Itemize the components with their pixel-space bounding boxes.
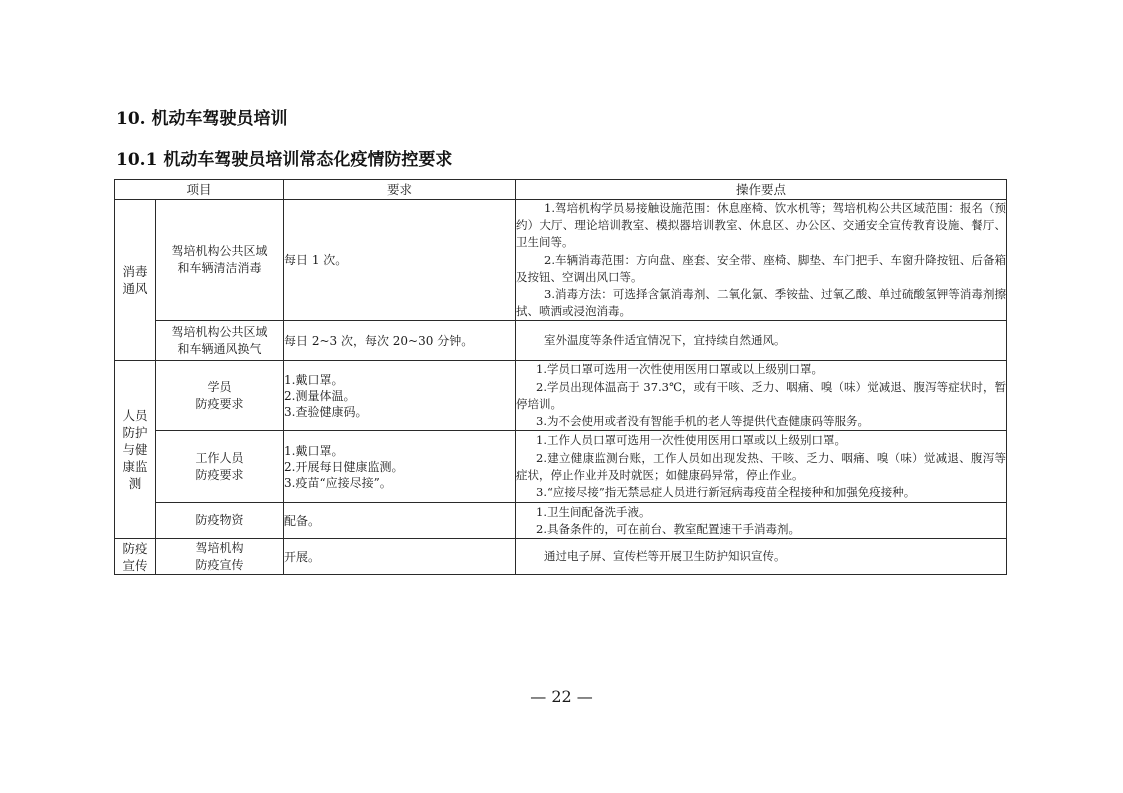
requirement-cell: 配备。 (284, 503, 516, 539)
section-heading: 10. 机动车驾驶员培训 (116, 109, 288, 129)
operation-points-cell: 1.工作人员口罩可选用一次性使用医用口罩或以上级别口罩。 2.建立健康监测台账，工作人员如出现发热、干咳、乏力、咽痛、嗅（味）觉减退、腹泻等症状，停止作业并及时就医；如健康码异常，停止作业。 3.“应接尽接”指无禁忌症人员进行新冠病毒疫苗全程接种和加强免疫接种。 (516, 431, 1007, 503)
header-requirement: 要求 (284, 180, 516, 200)
requirement-cell: 每日 1 次。 (284, 200, 516, 321)
requirements-table (114, 179, 1007, 575)
category-disinfect-ventilate: 消毒 通风 (115, 200, 156, 361)
category-protection-monitoring: 人员 防护 与健 康监 测 (115, 361, 156, 539)
table-row (115, 321, 1007, 361)
requirement-cell: 1.戴口罩。 2.开展每日健康监测。 3.疫苗“应接尽接”。 (284, 431, 516, 503)
table-row (115, 539, 1007, 575)
operation-points-cell: 1.学员口罩可选用一次性使用医用口罩或以上级别口罩。 2.学员出现体温高于 37.3℃，或有干咳、乏力、咽痛、嗅（味）觉减退、腹泻等症状时，暂停培训。 3.为不会使用或者没有智能手机的老人等提供代查健康码等服务。 (516, 361, 1007, 431)
requirement-cell: 1.戴口罩。 2.测量体温。 3.查验健康码。 (284, 361, 516, 431)
requirement-cell: 开展。 (284, 539, 516, 575)
header-item: 项目 (115, 180, 284, 200)
table-header-row (115, 180, 1007, 200)
table-row (115, 200, 1007, 321)
category-publicity: 防疫 宣传 (115, 539, 156, 575)
item-cell: 驾培机构公共区域 和车辆清洁消毒 (156, 200, 284, 321)
item-cell: 驾培机构公共区域 和车辆通风换气 (156, 321, 284, 361)
item-cell: 防疫物资 (156, 503, 284, 539)
table-row (115, 503, 1007, 539)
operation-points-cell: 1.卫生间配备洗手液。 2.具备条件的，可在前台、教室配置速干手消毒剂。 (516, 503, 1007, 539)
item-cell: 学员 防疫要求 (156, 361, 284, 431)
operation-points-cell: 1.驾培机构学员易接触设施范围：休息座椅、饮水机等；驾培机构公共区域范围：报名（预约）大厅、理论培训教室、模拟器培训教室、休息区、办公区、交通安全宣传教育设施、餐厅、卫生间等。 2.车辆消毒范围：方向盘、座套、安全带、座椅、脚垫、车门把手、车窗升降按钮、后备箱及按钮、空调出风口等。 3.消毒方法：可选择含氯消毒剂、二氧化氯、季铵盐、过氧乙酸、单过硫酸氢钾等消毒剂擦拭、喷洒或浸泡消毒。 (516, 200, 1007, 321)
subsection-heading: 10.1 机动车驾驶员培训常态化疫情防控要求 (116, 150, 453, 170)
operation-points-cell: 通过电子屏、宣传栏等开展卫生防护知识宣传。 (516, 539, 1007, 575)
page-number: — 22 — (530, 687, 593, 706)
table-row (115, 361, 1007, 431)
item-cell: 工作人员 防疫要求 (156, 431, 284, 503)
item-cell: 驾培机构 防疫宣传 (156, 539, 284, 575)
requirement-cell: 每日 2~3 次，每次 20~30 分钟。 (284, 321, 516, 361)
table-row (115, 431, 1007, 503)
operation-points-cell: 室外温度等条件适宜情况下，宜持续自然通风。 (516, 321, 1007, 361)
header-operation-points: 操作要点 (516, 180, 1007, 200)
